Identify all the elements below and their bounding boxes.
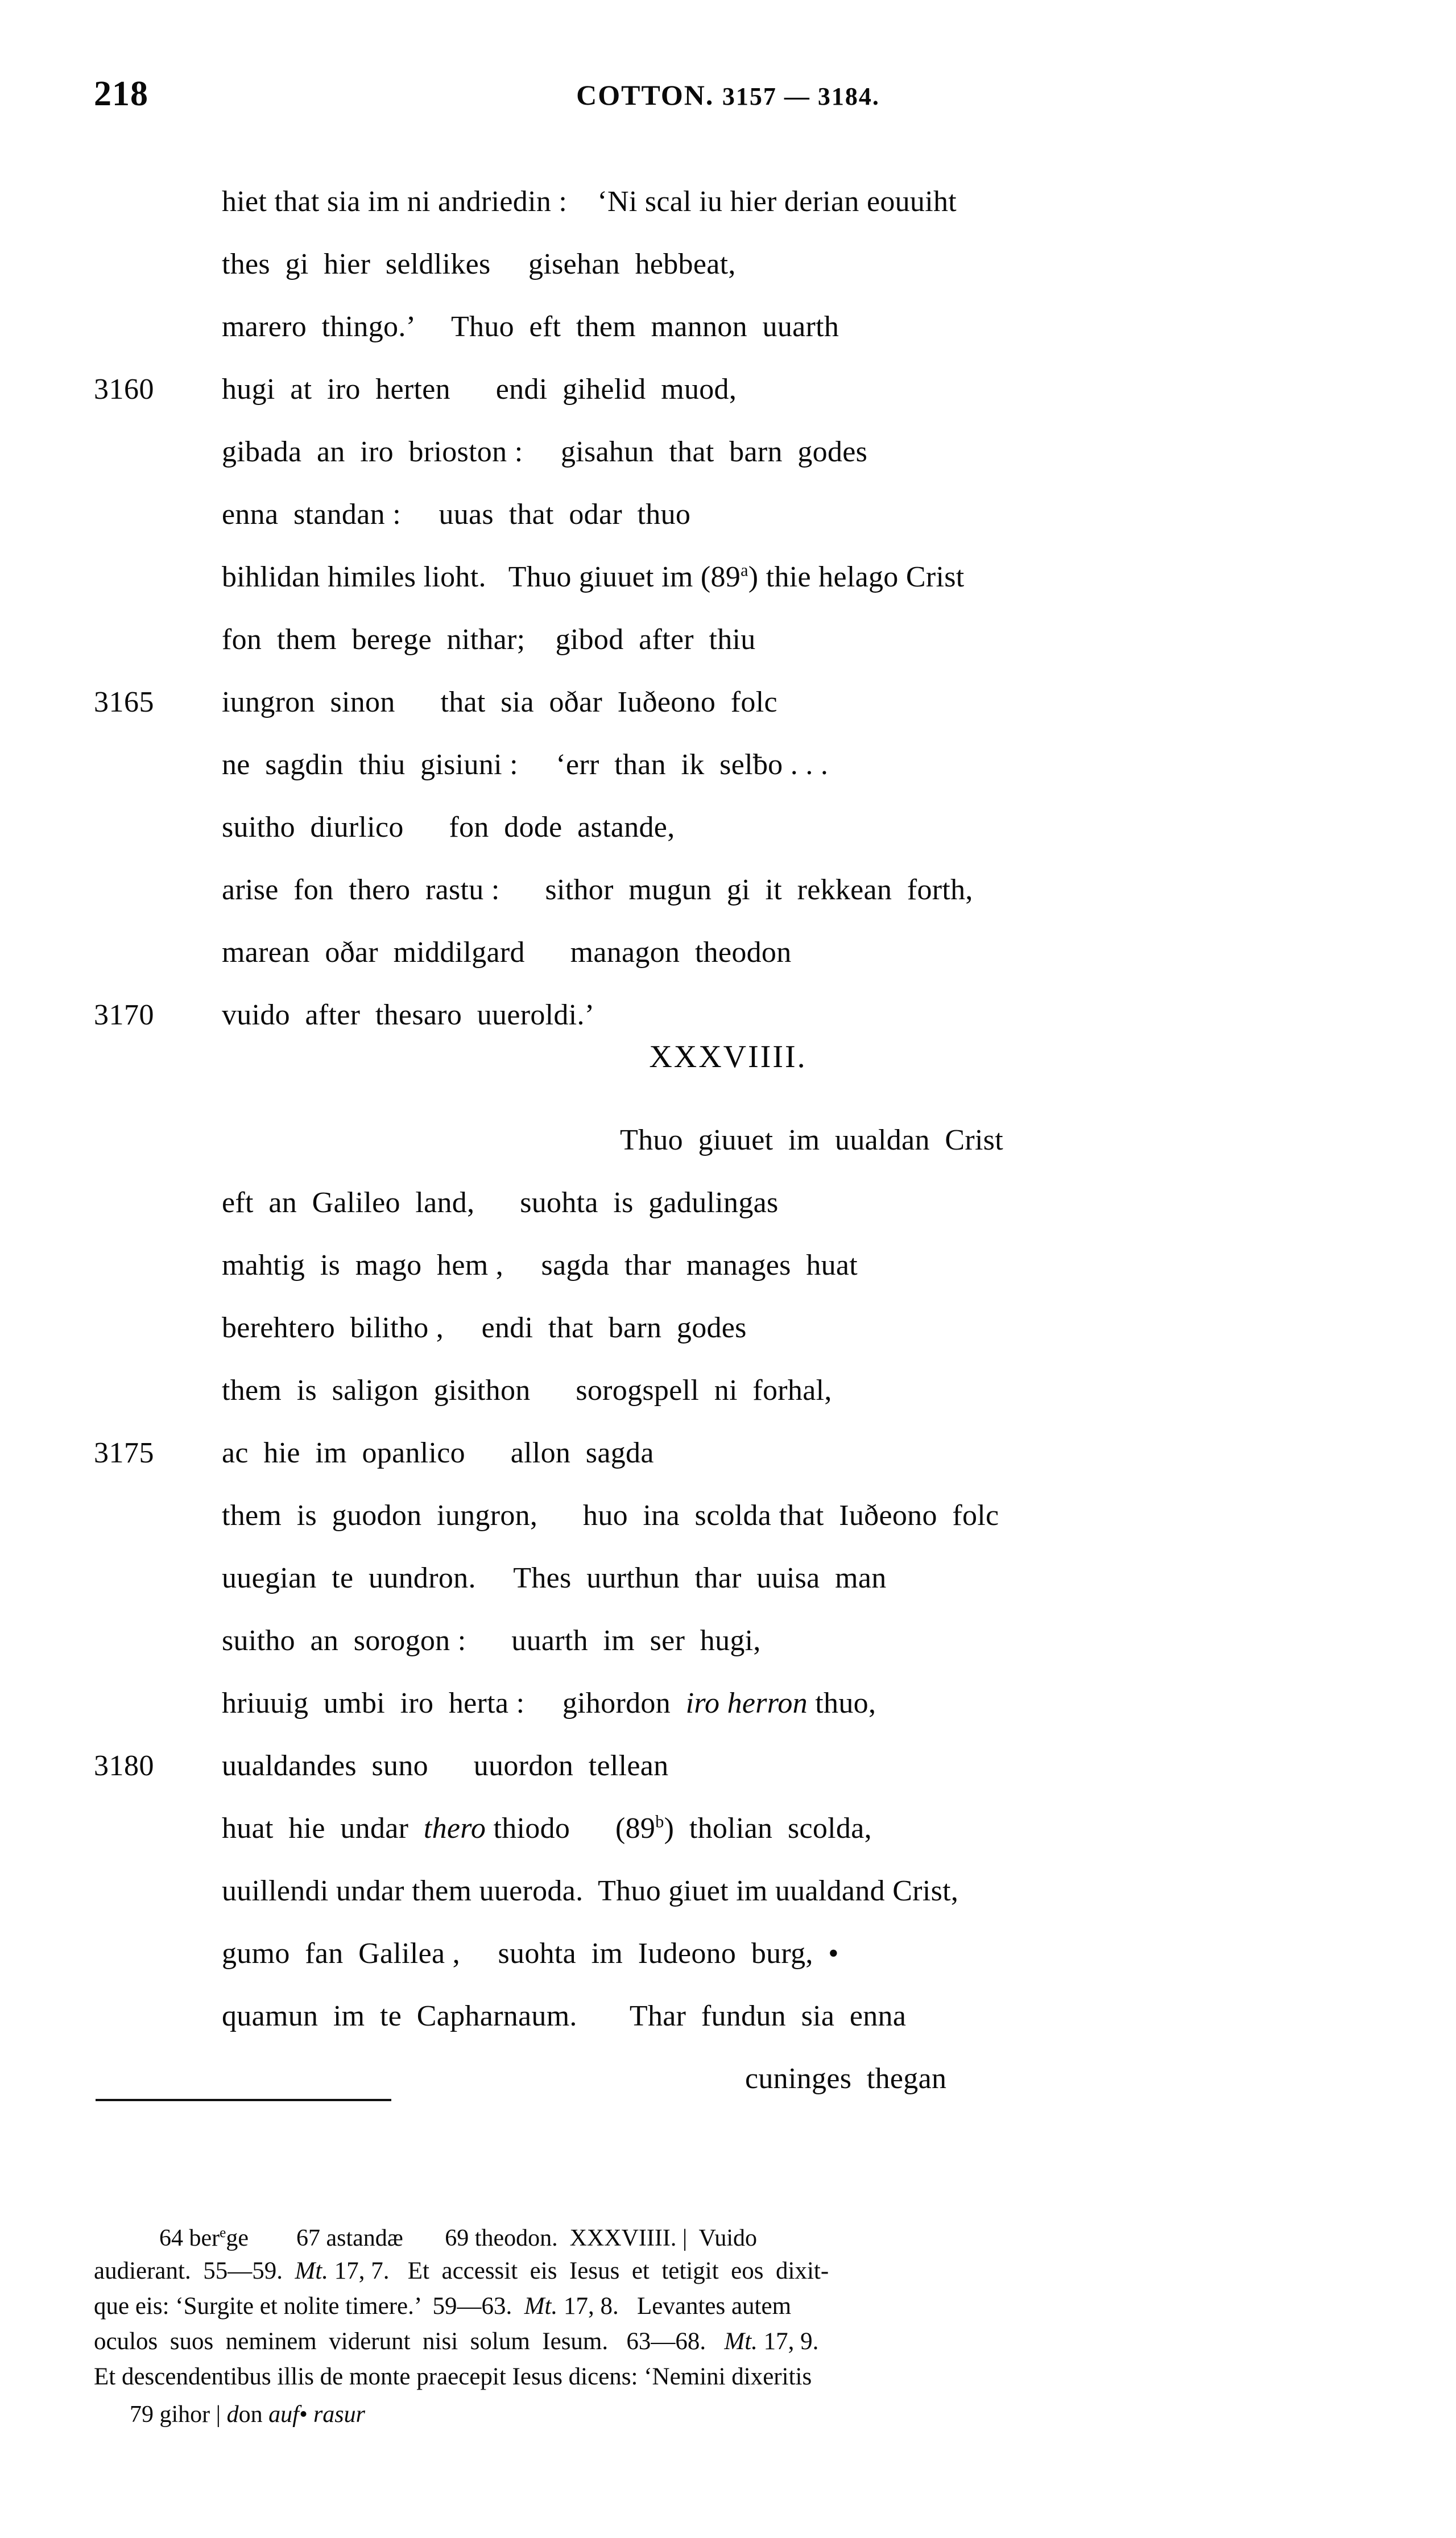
apparatus-note-64-b: ge 67 astandæ 69 theodon. XXXVIIII. | Vuido: [226, 2225, 757, 2251]
latin-source-apparatus: [94, 2254, 1371, 2395]
verse-line-text: uualdandes suno uuordon tellean: [222, 1750, 669, 1782]
verse-line: [0, 358, 1456, 421]
verse-line-number: 3160: [94, 373, 154, 406]
verse-line-text: thes gi hier seldlikes gisehan hebbeat,: [222, 248, 736, 280]
verse-line-text: quamun im te Capharnaum. Thar fundun sia enna: [222, 2000, 907, 2032]
latin-apparatus-line: oculos suos neminem viderunt nisi solum Iesum. 63—68. Mt. 17, 9.: [94, 2328, 819, 2355]
apparatus-note-79-b: on: [238, 2401, 269, 2428]
verse-block-first: [0, 171, 1456, 1047]
verse-line: [0, 921, 1456, 984]
verse-line: [0, 1860, 1456, 1923]
running-head-line-range: 3157 — 3184.: [722, 82, 880, 110]
bible-abbrev: Mt.: [524, 2293, 558, 2320]
verse-line: [0, 421, 1456, 483]
apparatus-divider: [96, 2099, 391, 2101]
verse-line-text: hriuuig umbi iro herta : gihordon iro herron thuo,: [222, 1687, 876, 1719]
verse-line-text: marero thingo.’ Thuo eft them mannon uuarth: [222, 311, 839, 343]
running-head: [0, 74, 1456, 114]
verse-line: [0, 671, 1456, 734]
verse-line-text: ac hie im opanlico allon sagda: [222, 1437, 654, 1469]
verse-line: [0, 1923, 1456, 1985]
verse-line: [0, 984, 1456, 1047]
verse-line-text: suitho an sorogon : uuarth im ser hugi,: [222, 1625, 761, 1657]
verse-line-text: cuninges thegan: [745, 2062, 947, 2095]
verse-line: [0, 1234, 1456, 1297]
verse-line-text: enna standan : uuas that odar thuo: [222, 498, 691, 531]
latin-apparatus-line: Et descendentibus illis de monte praecepit Iesus dicens: ‘Nemini dixeritis: [94, 2363, 812, 2390]
verse-line-text: mahtig is mago hem , sagda thar manages huat: [222, 1249, 858, 1282]
bible-abbrev: Mt.: [724, 2328, 758, 2355]
apparatus-italic-d: d: [226, 2401, 239, 2428]
verse-line: [0, 1547, 1456, 1610]
verse-line: [0, 1610, 1456, 1672]
apparatus-superscript-e: e: [220, 2225, 226, 2241]
verse-line: [0, 546, 1456, 609]
verse-line-text: iungron sinon that sia oðar Iuðeono folc: [222, 686, 777, 718]
verse-line-number: 3170: [94, 999, 154, 1031]
verse-line-text: fon them berege nithar; gibod after thiu: [222, 623, 756, 656]
bible-abbrev: Mt.: [295, 2258, 329, 2284]
verse-line: [0, 1109, 1456, 1172]
verse-line-text: vuido after thesaro uueroldi.’: [222, 999, 595, 1031]
verse-line-text: uuillendi undar them uueroda. Thuo giuet im uualdand Crist,: [222, 1875, 959, 1907]
verse-line: [0, 734, 1456, 796]
verse-line: [0, 296, 1456, 358]
latin-apparatus-line: audierant. 55—59. Mt. 17, 7. Et accessit eis Iesus et tetigit eos dixit-: [94, 2258, 829, 2284]
verse-line-text: huat hie undar thero thiodo (89$^b$) tholian scolda,: [222, 1812, 872, 1845]
page-number: 218: [94, 75, 148, 113]
verse-line: [0, 233, 1456, 296]
verse-line-text: them is saligon gisithon sorogspell ni forhal,: [222, 1374, 832, 1407]
verse-line: [0, 859, 1456, 921]
verse-block-second: [0, 1109, 1456, 2110]
verse-line-text: gibada an iro brioston : gisahun that barn godes: [222, 436, 868, 468]
verse-line: [0, 1172, 1456, 1234]
verse-line: [0, 796, 1456, 859]
verse-line: [0, 1297, 1456, 1359]
verse-line: [0, 1359, 1456, 1422]
verse-line: [0, 1485, 1456, 1547]
verse-line: [0, 171, 1456, 233]
apparatus-note-79-a: 79 gihor |: [130, 2401, 227, 2428]
verse-line-text: bihlidan himiles lioht. Thuo giuuet im (89$^a$) thie helago Crist: [222, 560, 965, 593]
verse-line: [0, 1422, 1456, 1485]
verse-line-text: suitho diurlico fon dode astandе,: [222, 811, 675, 844]
verse-line: [0, 1985, 1456, 2048]
running-head-title: [0, 78, 1456, 111]
verse-line-number: 3180: [94, 1750, 154, 1782]
verse-line: [0, 609, 1456, 671]
verse-line-text: hiet that sia im ni andriedin : ‘Ni scal iu hier derian eouuiht: [222, 185, 957, 218]
apparatus-note-64-a: 64 ber: [159, 2225, 220, 2251]
verse-line-text: hugi at iro herten endi gihelid muod,: [222, 373, 737, 406]
latin-apparatus-line: que eis: ‘Surgite et nolite timere.’ 59—63. Mt. 17, 8. Levantes autem: [94, 2293, 792, 2320]
chapter-heading: XXXVIIII.: [649, 1039, 807, 1074]
folio-marker-sup: b: [655, 1812, 664, 1832]
verse-line-text: ne sagdin thiu gisiuni : ‘err than ik selƀo . . .: [222, 749, 829, 781]
verse-line-number: 3175: [94, 1437, 154, 1469]
verse-line-text: berehtero bilitho , endi that barn godes: [222, 1312, 747, 1344]
folio-marker-sup: a: [741, 560, 748, 580]
apparatus-italic-auf-rasur: auf• rasur: [268, 2401, 365, 2428]
verse-italic-word: thero: [423, 1812, 486, 1845]
running-head-work: COTTON.: [576, 79, 714, 111]
verse-line: [0, 1735, 1456, 1797]
verse-line: [0, 1797, 1456, 1860]
verse-line-text: eft an Galileo land, suohta is gadulingas: [222, 1187, 779, 1219]
verse-line-text: gumo fan Galilea , suohta im Iudeono burg, •: [222, 1937, 839, 1970]
verse-line-text: Thuo giuuet im uualdan Crist: [620, 1124, 1003, 1156]
verse-line-text: marean oðar middilgard managon theodon: [222, 936, 792, 969]
verse-line-text: uuegian te uundron. Thes uurthun thar uuisa man: [222, 1562, 887, 1594]
verse-line-text: them is guodon iungron, huo ina scolda that Iuðeono folc: [222, 1499, 999, 1532]
verse-line-text: arise fon thero rastu : sithor mugun gi it rekkean forth,: [222, 874, 973, 906]
verse-italic-word: iro herron: [685, 1687, 808, 1719]
verse-line-number: 3165: [94, 686, 154, 718]
verse-line: [0, 483, 1456, 546]
verse-line: [0, 1672, 1456, 1735]
